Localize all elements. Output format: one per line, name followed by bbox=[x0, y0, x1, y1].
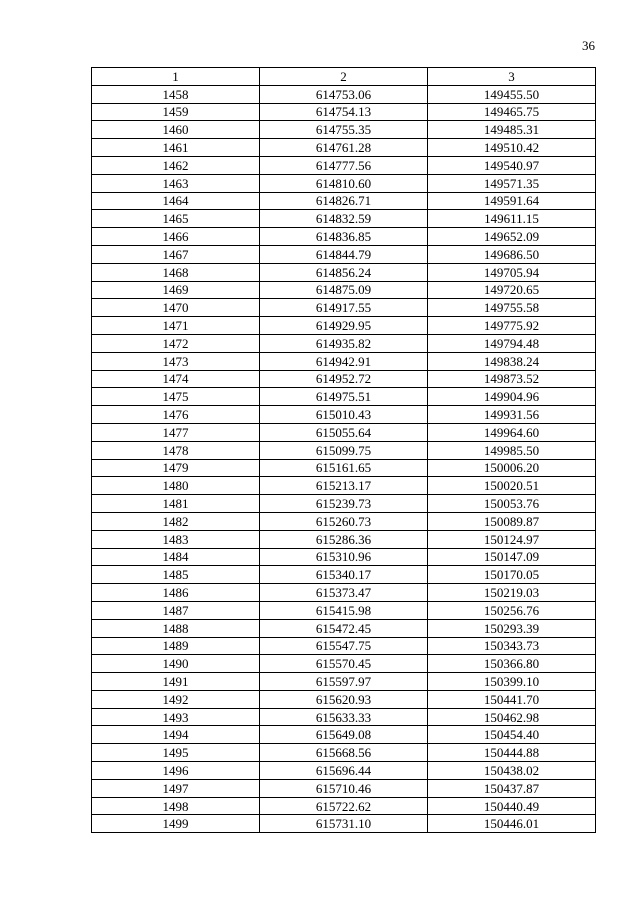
x-coordinate-cell: 615310.96 bbox=[260, 548, 428, 566]
y-coordinate-cell: 149720.65 bbox=[428, 281, 596, 299]
y-coordinate-cell: 150440.49 bbox=[428, 797, 596, 815]
table-row bbox=[92, 156, 596, 174]
x-coordinate-cell: 615260.73 bbox=[260, 512, 428, 530]
point-number-cell: 1490 bbox=[92, 655, 260, 673]
column-header-2: 2 bbox=[260, 68, 428, 86]
x-coordinate-cell: 615010.43 bbox=[260, 406, 428, 424]
y-coordinate-cell: 149838.24 bbox=[428, 352, 596, 370]
x-coordinate-cell: 615668.56 bbox=[260, 744, 428, 762]
point-number-cell: 1478 bbox=[92, 441, 260, 459]
point-number-cell: 1476 bbox=[92, 406, 260, 424]
y-coordinate-cell: 150437.87 bbox=[428, 779, 596, 797]
x-coordinate-cell: 614810.60 bbox=[260, 174, 428, 192]
table-row bbox=[92, 317, 596, 335]
table-row bbox=[92, 673, 596, 691]
y-coordinate-cell: 150219.03 bbox=[428, 584, 596, 602]
y-coordinate-cell: 150399.10 bbox=[428, 673, 596, 691]
y-coordinate-cell: 150444.88 bbox=[428, 744, 596, 762]
table-row bbox=[92, 441, 596, 459]
x-coordinate-cell: 615620.93 bbox=[260, 690, 428, 708]
table-row bbox=[92, 637, 596, 655]
x-coordinate-cell: 615472.45 bbox=[260, 619, 428, 637]
y-coordinate-cell: 150124.97 bbox=[428, 530, 596, 548]
point-number-cell: 1466 bbox=[92, 228, 260, 246]
point-number-cell: 1499 bbox=[92, 815, 260, 833]
point-number-cell: 1496 bbox=[92, 762, 260, 780]
table-row bbox=[92, 548, 596, 566]
x-coordinate-cell: 615099.75 bbox=[260, 441, 428, 459]
table-header-row bbox=[92, 68, 596, 86]
table-row bbox=[92, 530, 596, 548]
column-header-3: 3 bbox=[428, 68, 596, 86]
point-number-cell: 1469 bbox=[92, 281, 260, 299]
y-coordinate-cell: 150343.73 bbox=[428, 637, 596, 655]
point-number-cell: 1467 bbox=[92, 245, 260, 263]
y-coordinate-cell: 149775.92 bbox=[428, 317, 596, 335]
table-row bbox=[92, 139, 596, 157]
point-number-cell: 1491 bbox=[92, 673, 260, 691]
table-row bbox=[92, 762, 596, 780]
point-number-cell: 1484 bbox=[92, 548, 260, 566]
x-coordinate-cell: 615649.08 bbox=[260, 726, 428, 744]
point-number-cell: 1494 bbox=[92, 726, 260, 744]
x-coordinate-cell: 614952.72 bbox=[260, 370, 428, 388]
table-row bbox=[92, 334, 596, 352]
point-number-cell: 1485 bbox=[92, 566, 260, 584]
point-number-cell: 1461 bbox=[92, 139, 260, 157]
column-header-1: 1 bbox=[92, 68, 260, 86]
table-row bbox=[92, 690, 596, 708]
y-coordinate-cell: 150441.70 bbox=[428, 690, 596, 708]
y-coordinate-cell: 150366.80 bbox=[428, 655, 596, 673]
y-coordinate-cell: 150006.20 bbox=[428, 459, 596, 477]
x-coordinate-cell: 615696.44 bbox=[260, 762, 428, 780]
point-number-cell: 1472 bbox=[92, 334, 260, 352]
point-number-cell: 1470 bbox=[92, 299, 260, 317]
y-coordinate-cell: 149571.35 bbox=[428, 174, 596, 192]
table-row bbox=[92, 423, 596, 441]
page-number: 36 bbox=[582, 38, 595, 53]
x-coordinate-cell: 615055.64 bbox=[260, 423, 428, 441]
table-row bbox=[92, 352, 596, 370]
point-number-cell: 1480 bbox=[92, 477, 260, 495]
y-coordinate-cell: 149873.52 bbox=[428, 370, 596, 388]
point-number-cell: 1468 bbox=[92, 263, 260, 281]
y-coordinate-cell: 149455.50 bbox=[428, 85, 596, 103]
table-row bbox=[92, 406, 596, 424]
y-coordinate-cell: 149611.15 bbox=[428, 210, 596, 228]
table-row bbox=[92, 103, 596, 121]
y-coordinate-cell: 149686.50 bbox=[428, 245, 596, 263]
point-number-cell: 1482 bbox=[92, 512, 260, 530]
x-coordinate-cell: 614875.09 bbox=[260, 281, 428, 299]
y-coordinate-cell: 149985.50 bbox=[428, 441, 596, 459]
y-coordinate-cell: 150170.05 bbox=[428, 566, 596, 584]
point-number-cell: 1471 bbox=[92, 317, 260, 335]
table-row bbox=[92, 495, 596, 513]
table-row bbox=[92, 566, 596, 584]
y-coordinate-cell: 149964.60 bbox=[428, 423, 596, 441]
y-coordinate-cell: 150020.51 bbox=[428, 477, 596, 495]
x-coordinate-cell: 614832.59 bbox=[260, 210, 428, 228]
point-number-cell: 1492 bbox=[92, 690, 260, 708]
table-row bbox=[92, 584, 596, 602]
table-row bbox=[92, 459, 596, 477]
y-coordinate-cell: 149510.42 bbox=[428, 139, 596, 157]
point-number-cell: 1495 bbox=[92, 744, 260, 762]
x-coordinate-cell: 615722.62 bbox=[260, 797, 428, 815]
x-coordinate-cell: 614856.24 bbox=[260, 263, 428, 281]
y-coordinate-cell: 149485.31 bbox=[428, 121, 596, 139]
table-row bbox=[92, 779, 596, 797]
x-coordinate-cell: 614975.51 bbox=[260, 388, 428, 406]
x-coordinate-cell: 614754.13 bbox=[260, 103, 428, 121]
point-number-cell: 1465 bbox=[92, 210, 260, 228]
point-number-cell: 1458 bbox=[92, 85, 260, 103]
point-number-cell: 1463 bbox=[92, 174, 260, 192]
table-body bbox=[92, 85, 596, 832]
point-number-cell: 1481 bbox=[92, 495, 260, 513]
y-coordinate-cell: 149794.48 bbox=[428, 334, 596, 352]
x-coordinate-cell: 615415.98 bbox=[260, 601, 428, 619]
x-coordinate-cell: 614844.79 bbox=[260, 245, 428, 263]
table-row bbox=[92, 210, 596, 228]
y-coordinate-cell: 150438.02 bbox=[428, 762, 596, 780]
x-coordinate-cell: 614929.95 bbox=[260, 317, 428, 335]
y-coordinate-cell: 150147.09 bbox=[428, 548, 596, 566]
y-coordinate-cell: 150293.39 bbox=[428, 619, 596, 637]
table-row bbox=[92, 263, 596, 281]
point-number-cell: 1462 bbox=[92, 156, 260, 174]
point-number-cell: 1479 bbox=[92, 459, 260, 477]
table-row bbox=[92, 388, 596, 406]
x-coordinate-cell: 614777.56 bbox=[260, 156, 428, 174]
point-number-cell: 1475 bbox=[92, 388, 260, 406]
y-coordinate-cell: 149591.64 bbox=[428, 192, 596, 210]
point-number-cell: 1488 bbox=[92, 619, 260, 637]
table-row bbox=[92, 299, 596, 317]
x-coordinate-cell: 614826.71 bbox=[260, 192, 428, 210]
table-row bbox=[92, 477, 596, 495]
y-coordinate-cell: 150256.76 bbox=[428, 601, 596, 619]
y-coordinate-cell: 149755.58 bbox=[428, 299, 596, 317]
x-coordinate-cell: 615340.17 bbox=[260, 566, 428, 584]
x-coordinate-cell: 615239.73 bbox=[260, 495, 428, 513]
table-row bbox=[92, 512, 596, 530]
x-coordinate-cell: 614761.28 bbox=[260, 139, 428, 157]
table-row bbox=[92, 815, 596, 833]
y-coordinate-cell: 149465.75 bbox=[428, 103, 596, 121]
y-coordinate-cell: 149652.09 bbox=[428, 228, 596, 246]
y-coordinate-cell: 149540.97 bbox=[428, 156, 596, 174]
table-row bbox=[92, 601, 596, 619]
x-coordinate-cell: 614755.35 bbox=[260, 121, 428, 139]
x-coordinate-cell: 614942.91 bbox=[260, 352, 428, 370]
x-coordinate-cell: 614935.82 bbox=[260, 334, 428, 352]
point-number-cell: 1473 bbox=[92, 352, 260, 370]
table-row bbox=[92, 726, 596, 744]
point-number-cell: 1464 bbox=[92, 192, 260, 210]
y-coordinate-cell: 150089.87 bbox=[428, 512, 596, 530]
x-coordinate-cell: 615161.65 bbox=[260, 459, 428, 477]
point-number-cell: 1497 bbox=[92, 779, 260, 797]
table-row bbox=[92, 228, 596, 246]
point-number-cell: 1477 bbox=[92, 423, 260, 441]
x-coordinate-cell: 615633.33 bbox=[260, 708, 428, 726]
point-number-cell: 1486 bbox=[92, 584, 260, 602]
table-row bbox=[92, 619, 596, 637]
table-row bbox=[92, 708, 596, 726]
table-row bbox=[92, 245, 596, 263]
point-number-cell: 1487 bbox=[92, 601, 260, 619]
table-row bbox=[92, 744, 596, 762]
point-number-cell: 1474 bbox=[92, 370, 260, 388]
point-number-cell: 1498 bbox=[92, 797, 260, 815]
table-row bbox=[92, 655, 596, 673]
table-row bbox=[92, 174, 596, 192]
x-coordinate-cell: 614753.06 bbox=[260, 85, 428, 103]
x-coordinate-cell: 614917.55 bbox=[260, 299, 428, 317]
x-coordinate-cell: 615710.46 bbox=[260, 779, 428, 797]
table-row bbox=[92, 121, 596, 139]
x-coordinate-cell: 615373.47 bbox=[260, 584, 428, 602]
x-coordinate-cell: 615547.75 bbox=[260, 637, 428, 655]
y-coordinate-cell: 149931.56 bbox=[428, 406, 596, 424]
point-number-cell: 1459 bbox=[92, 103, 260, 121]
table-row bbox=[92, 797, 596, 815]
table-row bbox=[92, 281, 596, 299]
point-number-cell: 1489 bbox=[92, 637, 260, 655]
x-coordinate-cell: 615597.97 bbox=[260, 673, 428, 691]
table-row bbox=[92, 85, 596, 103]
point-number-cell: 1460 bbox=[92, 121, 260, 139]
x-coordinate-cell: 615286.36 bbox=[260, 530, 428, 548]
point-number-cell: 1483 bbox=[92, 530, 260, 548]
y-coordinate-cell: 150454.40 bbox=[428, 726, 596, 744]
y-coordinate-cell: 149705.94 bbox=[428, 263, 596, 281]
y-coordinate-cell: 150053.76 bbox=[428, 495, 596, 513]
y-coordinate-cell: 149904.96 bbox=[428, 388, 596, 406]
y-coordinate-cell: 150462.98 bbox=[428, 708, 596, 726]
x-coordinate-cell: 615731.10 bbox=[260, 815, 428, 833]
x-coordinate-cell: 615570.45 bbox=[260, 655, 428, 673]
table-row bbox=[92, 370, 596, 388]
y-coordinate-cell: 150446.01 bbox=[428, 815, 596, 833]
coordinates-table bbox=[91, 67, 596, 833]
x-coordinate-cell: 614836.85 bbox=[260, 228, 428, 246]
point-number-cell: 1493 bbox=[92, 708, 260, 726]
table-row bbox=[92, 192, 596, 210]
x-coordinate-cell: 615213.17 bbox=[260, 477, 428, 495]
